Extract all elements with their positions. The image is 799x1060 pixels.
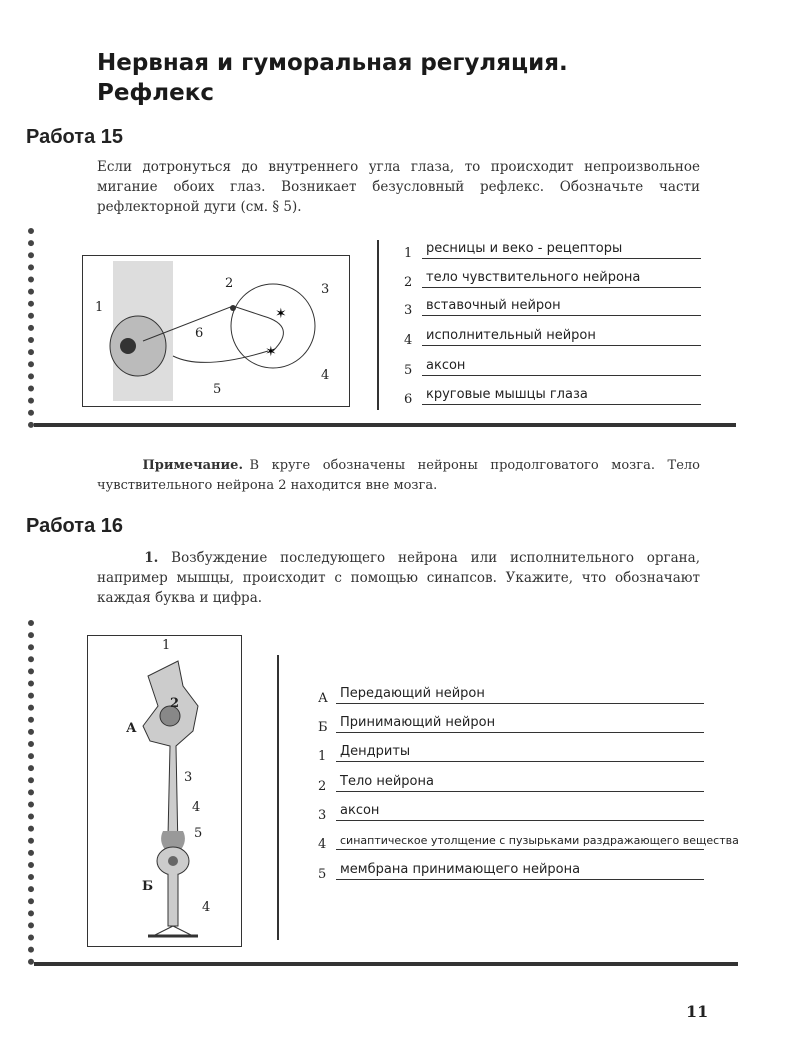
answer-number: 5 [404, 363, 413, 378]
label-1: 1 [162, 638, 171, 653]
answer-text[interactable]: Дендриты [340, 744, 411, 759]
work16-text-content: Возбуждение последующего нейрона или исполнительного органа, например мышцы, происходит с помощью синапсов. Укажите, что обозначают каждая буква и цифра. [97, 550, 700, 606]
answer-line [422, 287, 701, 288]
work16-text [97, 548, 700, 608]
answer-line [336, 879, 704, 880]
label-1: 1 [95, 300, 104, 315]
answer-row [318, 740, 704, 762]
label-5: 5 [213, 382, 222, 397]
answer-row [404, 266, 701, 288]
answer-text[interactable]: аксон [340, 803, 380, 818]
answer-text[interactable]: Принимающий нейрон [340, 715, 496, 730]
label-3: 3 [321, 282, 330, 297]
work15-text-content: Если дотронуться до внутреннего угла глаза, то происходит непроизвольное мигание обоих глаз. Возникает безусловный рефлекс. Обозначьте части рефлекторной дуги (см. § 5). [97, 159, 700, 215]
answer-line [336, 849, 704, 850]
answer-number: 2 [404, 275, 413, 290]
neuron-figure [87, 635, 242, 947]
svg-text:✶: ✶ [265, 344, 277, 360]
work16-heading: Работа 16 [26, 515, 123, 537]
answer-text[interactable]: ресницы и веко - рецепторы [426, 241, 623, 256]
answer-number: 5 [318, 867, 327, 882]
answer-text[interactable]: круговые мышцы глаза [426, 387, 588, 402]
title-line-1: Нервная и гуморальная регуляция. [97, 50, 568, 76]
answer-row [318, 682, 704, 704]
answer-row [318, 858, 704, 880]
answer-text[interactable]: мембрана принимающего нейрона [340, 862, 581, 877]
title-line-2: Рефлекс [97, 80, 214, 106]
answer-text[interactable]: Передающий нейрон [340, 686, 485, 701]
work16-bottom-rule [34, 962, 738, 966]
note-label: Примечание. [142, 458, 243, 473]
divider [377, 240, 379, 410]
answer-number: 4 [404, 333, 413, 348]
page-title [97, 48, 568, 108]
answer-text[interactable]: вставочный нейрон [426, 298, 561, 313]
label-4: 4 [192, 800, 201, 815]
answer-number: 3 [318, 808, 327, 823]
page-number: 11 [686, 1002, 709, 1021]
label-4b: 4 [202, 900, 211, 915]
answer-row [404, 237, 701, 259]
neuron-drawing [88, 636, 241, 946]
label-B: Б [142, 879, 154, 894]
answer-line [336, 732, 704, 733]
answer-line [336, 761, 704, 762]
answer-number: 1 [404, 246, 413, 261]
work16-box-border [28, 620, 34, 965]
answer-line [422, 404, 701, 405]
answer-number: 1 [318, 749, 327, 764]
answer-line [422, 345, 701, 346]
note [97, 456, 700, 496]
answer-row [404, 324, 701, 346]
svg-text:✶: ✶ [275, 306, 287, 322]
answer-row [318, 711, 704, 733]
label-A: А [126, 721, 137, 736]
work15-heading: Работа 15 [26, 126, 123, 148]
label-5: 5 [194, 826, 203, 841]
work15-bottom-rule [34, 423, 736, 427]
answer-row [404, 354, 701, 376]
answer-text[interactable]: тело чувствительного нейрона [426, 270, 641, 285]
answer-row [318, 770, 704, 792]
answer-number: Б [318, 720, 328, 735]
answer-row [404, 383, 701, 405]
answer-row [404, 294, 701, 316]
answer-line [336, 791, 704, 792]
answer-number: 3 [404, 303, 413, 318]
answer-line [422, 315, 701, 316]
work15-text [97, 157, 700, 217]
answer-number: А [318, 691, 328, 706]
answer-line [422, 375, 701, 376]
label-6: 6 [195, 326, 204, 341]
divider [277, 655, 279, 940]
label-4: 4 [321, 368, 330, 383]
answer-line [336, 703, 704, 704]
note-text: В круге обозначены нейроны продолговатого мозга. Тело чувствительного нейрона 2 находится вне мозга. [97, 458, 700, 493]
answer-row [318, 799, 704, 821]
answer-number: 4 [318, 837, 327, 852]
answer-line [422, 258, 701, 259]
work15-box-border [28, 228, 34, 428]
label-3: 3 [184, 770, 193, 785]
answer-number: 2 [318, 779, 327, 794]
answer-line [336, 820, 704, 821]
task-number: 1. [144, 550, 159, 566]
answer-number: 6 [404, 392, 413, 407]
reflex-arc-figure [82, 255, 350, 407]
label-2: 2 [170, 696, 180, 711]
answer-text[interactable]: аксон [426, 358, 466, 373]
answer-text[interactable]: Тело нейрона [340, 774, 434, 789]
answer-text[interactable]: синаптическое утолщение с пузырьками раздражающего вещества [340, 834, 739, 847]
answer-text[interactable]: исполнительный нейрон [426, 328, 596, 343]
label-2: 2 [225, 276, 234, 291]
answer-row [318, 828, 739, 852]
